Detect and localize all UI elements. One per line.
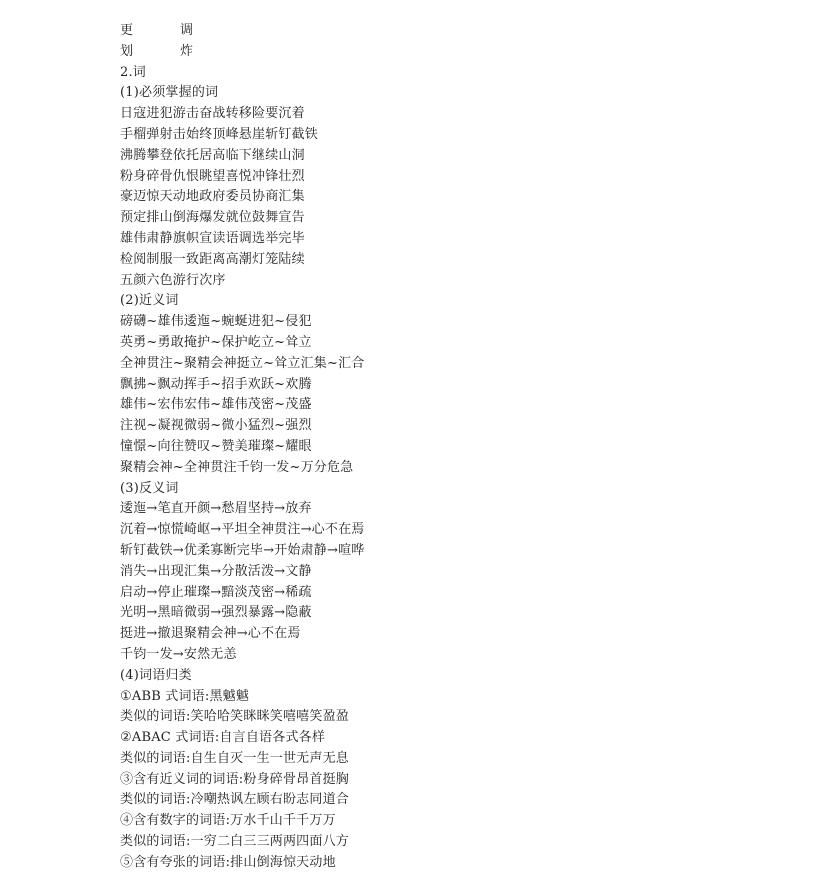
text-line: 检阅制服一致距离高潮灯笼陆续	[120, 251, 305, 267]
subsection-heading: (4)词语归类	[120, 667, 192, 683]
text-line: 豪迈惊天动地政府委员协商汇集	[120, 189, 305, 205]
text-line: 五颜六色游行次序	[120, 272, 226, 288]
text-line: 类似的词语:笑哈哈笑眯眯笑嘻嘻笑盈盈	[120, 709, 349, 725]
text-line: ⑤含有夸张的词语:排山倒海惊天动地	[120, 854, 336, 870]
text-line: 预定排山倒海爆发就位鼓舞宣告	[120, 210, 305, 226]
text-line: ②ABAC 式词语:自言自语各式各样	[120, 730, 326, 746]
text-line: 雄伟~宏伟宏伟~雄伟茂密~茂盛	[120, 397, 312, 413]
text-line: 挺进→撤退聚精会神→心不在焉	[120, 626, 301, 642]
text-line: 斩钉截铁→优柔寡断完毕→开始肃静→喧哗	[120, 542, 365, 558]
text-line: 憧憬~向往赞叹~赞美璀璨~耀眼	[120, 438, 312, 454]
text-line: 逶迤→笔直开颜→愁眉坚持→放弃	[120, 501, 312, 517]
char-right: 调	[180, 23, 194, 38]
subsection-heading: (1)必须掌握的词	[120, 85, 219, 101]
text-line: 注视~凝视微弱~微小猛烈~强烈	[120, 418, 312, 434]
char-pair-row	[120, 42, 800, 63]
char-right: 炸	[180, 43, 194, 59]
text-line: 手榴弹射击始终顶峰悬崖斩钉截铁	[120, 126, 319, 142]
text-line: 沸腾攀登依托居高临下继续山洞	[120, 147, 305, 163]
text-line: 全神贯注~聚精会神挺立~耸立汇集~汇合	[120, 355, 365, 371]
text-line: 雄伟肃静旗帜宣读语调选举完毕	[120, 230, 305, 246]
text-line: 沉着→惊慌崎岖→平坦全神贯注→心不在焉	[120, 522, 365, 538]
text-line: 启动→停止璀璨→黯淡茂密→稀疏	[120, 584, 312, 600]
document-body	[120, 21, 800, 874]
text-line: 类似的词语:自生自灭一生一世无声无息	[120, 750, 349, 766]
text-line: 类似的词语:一穷二白三三两两四面八方	[120, 834, 349, 850]
text-line: ③含有近义词的词语:粉身碎骨昂首挺胸	[120, 771, 349, 787]
section-heading: 2.词	[120, 64, 147, 80]
text-line: 飘拂~飘动挥手~招手欢跃~欢腾	[120, 376, 312, 392]
text-line: 消失→出现汇集→分散活泼→文静	[120, 563, 312, 579]
text-line: 光明→黑暗微弱→强烈暴露→隐蔽	[120, 605, 312, 621]
subsection-heading: (2)近义词	[120, 293, 179, 309]
text-line: 粉身碎骨仇恨眺望喜悦冲锋壮烈	[120, 168, 305, 184]
text-line: 千钧一发→安然无恙	[120, 646, 237, 662]
text-line: ①ABB 式词语:黑魆魆	[120, 688, 250, 704]
text-line: 磅礴~雄伟逶迤~蜿蜒进犯~侵犯	[120, 314, 312, 330]
text-line: 英勇~勇敢掩护~保护屹立~耸立	[120, 334, 312, 350]
text-line: 类似的词语:冷嘲热讽左顾右盼志同道合	[120, 792, 349, 808]
char-left: 划	[120, 43, 134, 59]
text-line: ④含有数字的词语:万水千山千千万万	[120, 813, 336, 829]
subsection-heading: (3)反义词	[120, 480, 179, 496]
text-line: 聚精会神~全神贯注千钧一发~万分危急	[120, 459, 354, 475]
char-left: 更	[120, 23, 134, 38]
char-pair-row	[120, 21, 800, 42]
text-line: 日寇进犯游击奋战转移险要沉着	[120, 106, 305, 122]
